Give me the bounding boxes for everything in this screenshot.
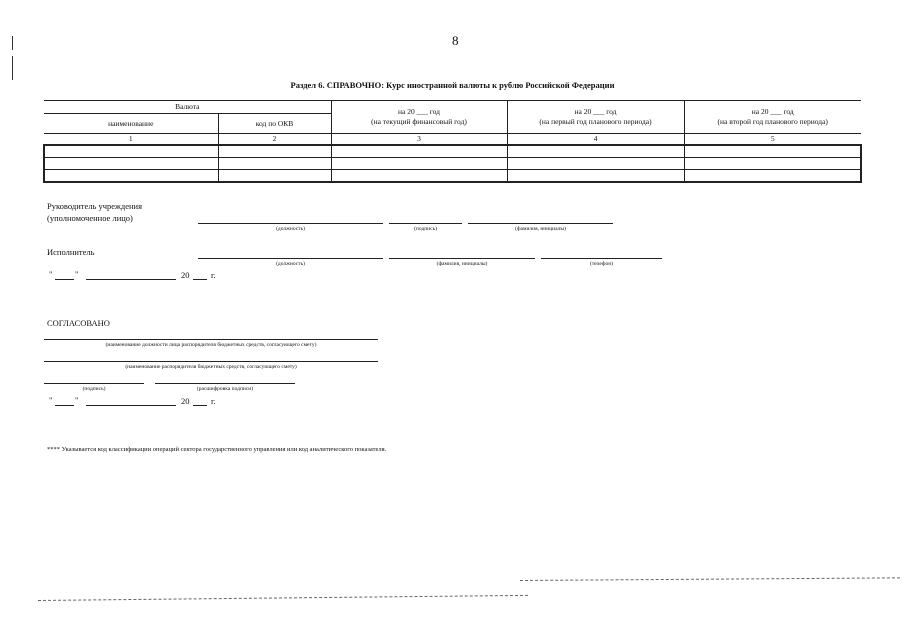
date2-year-prefix: 20 <box>181 396 190 406</box>
approved-org-line <box>44 361 378 362</box>
page-number: 8 <box>452 33 459 48</box>
data-cell <box>507 145 684 158</box>
header-name: наименование <box>44 114 218 134</box>
head-position-caption: (должность) <box>276 226 305 232</box>
data-cell <box>44 145 218 158</box>
approved-label: СОГЛАСОВАНО <box>47 318 110 328</box>
col-number-2: 2 <box>218 134 331 146</box>
header-col5 <box>684 101 861 134</box>
scan-artifact-line <box>520 577 900 581</box>
head-name-line <box>468 223 613 224</box>
margin-mark <box>12 36 13 80</box>
executor-name-caption: (фамилия, инициалы) <box>436 261 488 267</box>
approved-position-line <box>44 339 378 340</box>
date2-year-suffix: г. <box>211 396 216 406</box>
head-signature-caption: (подпись) <box>414 226 437 232</box>
data-cell <box>44 158 218 170</box>
date1-day-line <box>55 279 74 280</box>
header-currency: Валюта <box>44 101 331 114</box>
executor-position-line <box>198 258 383 259</box>
currency-rate-table <box>43 100 862 183</box>
approved-decode-line <box>155 383 295 384</box>
date2-day-line <box>55 405 74 406</box>
approved-decode-caption: (расшифровка подписи) <box>196 386 254 392</box>
header-col4-year: на 20 ___ год <box>574 107 617 116</box>
data-cell <box>331 170 507 183</box>
head-name-caption: (фамилия, инициалы) <box>515 226 566 232</box>
data-cell <box>507 158 684 170</box>
data-cell <box>44 170 218 183</box>
date2-month-line <box>86 405 176 406</box>
data-cell <box>218 158 331 170</box>
date1-year-prefix: 20 <box>181 270 190 280</box>
col-number-4: 4 <box>507 134 684 146</box>
data-cell <box>218 145 331 158</box>
approved-signature-line <box>44 383 144 384</box>
head-signature-line <box>389 223 462 224</box>
executor-phone-line <box>541 258 662 259</box>
data-cell <box>684 158 861 170</box>
header-col3-year: на 20 ___ год <box>398 107 440 116</box>
section-title: Раздел 6. СПРАВОЧНО: Курс иностранной валюты к рублю Российской Федерации <box>290 80 615 90</box>
data-cell <box>331 158 507 170</box>
date1-year-line <box>193 279 207 280</box>
header-col5-desc: (на второй год планового периода) <box>717 117 828 126</box>
data-cell <box>218 170 331 183</box>
executor-phone-caption: (телефон) <box>589 261 614 267</box>
date2-quote-open: " <box>49 395 53 405</box>
date1-month-line <box>86 279 176 280</box>
data-cell <box>684 170 861 183</box>
data-cell <box>331 145 507 158</box>
head-position-line <box>198 223 383 224</box>
col-number-1: 1 <box>44 134 218 146</box>
header-col3-desc: (на текущий финансовый год) <box>371 117 467 126</box>
header-okv: код по ОКВ <box>218 114 331 134</box>
approved-position-caption: (наименование должности лица распорядителя бюджетных средств, согласующего смету) <box>105 342 317 348</box>
header-col4-desc: (на первый год планового периода) <box>539 117 652 126</box>
data-cell <box>684 145 861 158</box>
date2-quote-close: " <box>75 395 79 405</box>
date2-year-line <box>193 405 207 406</box>
margin-gap <box>12 50 13 56</box>
date1-year-suffix: г. <box>211 270 216 280</box>
executor-name-line <box>389 258 535 259</box>
approved-signature-caption: (подпись) <box>82 386 106 392</box>
head-label-sub: (уполномоченное лицо) <box>47 213 133 223</box>
executor-position-caption: (должность) <box>276 261 305 267</box>
header-col5-year: на 20 ___ год <box>751 107 794 116</box>
header-col4 <box>507 101 684 134</box>
footnote: **** Указывается код классификации операций сектора государственного управления или код аналитического показателя. <box>47 446 387 453</box>
scan-artifact-line <box>38 595 528 601</box>
data-cell <box>507 170 684 183</box>
date1-quote-open: " <box>49 269 53 279</box>
executor-label: Исполнитель <box>47 247 95 257</box>
head-label: Руководитель учреждения <box>47 201 143 211</box>
col-number-5: 5 <box>684 134 861 146</box>
approved-org-caption: (наименование распорядителя бюджетных средств, согласующего смету) <box>125 364 297 370</box>
col-number-3: 3 <box>331 134 507 146</box>
date1-quote-close: " <box>75 269 79 279</box>
header-col3 <box>331 101 507 134</box>
